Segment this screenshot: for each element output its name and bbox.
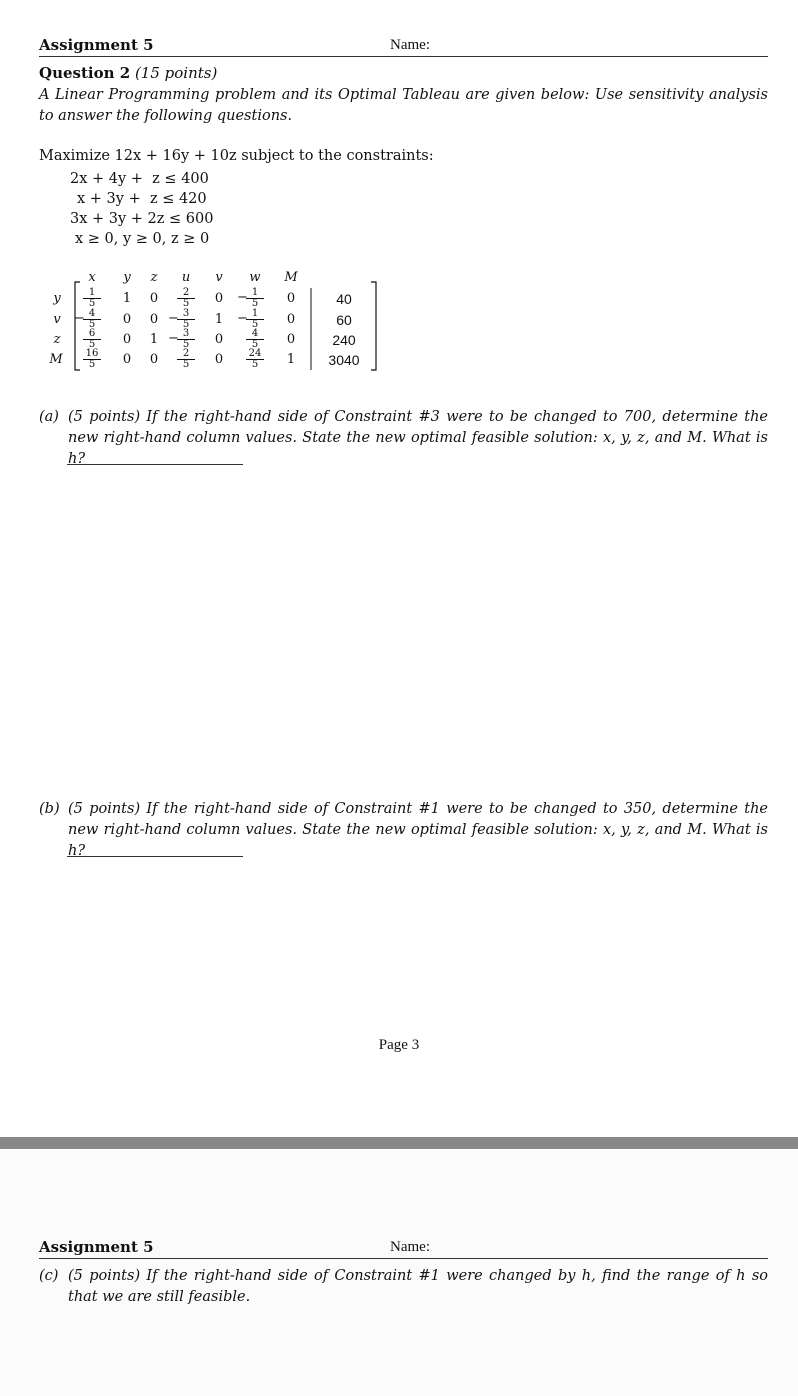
tableau-cell-r1-x: $\frac{1}{5}$: [83, 288, 101, 309]
page-4: [0, 1150, 798, 1396]
assignment-title-2: Assignment 5: [39, 1238, 154, 1256]
page-separator: [0, 1137, 798, 1149]
question-intro: A Linear Programming problem and its Optimal Tableau are given below: Use sensitivity analysis to answer the following questions.: [39, 87, 768, 124]
part-a-answer-line[interactable]: [67, 464, 243, 465]
tableau-cell-r3-M: 0: [286, 332, 296, 347]
tableau-col-header-w: w: [249, 270, 261, 285]
tableau-cell-r4-u: $\frac{2}{5}$: [177, 349, 195, 370]
tableau-row-label-z: z: [53, 332, 61, 347]
tableau-cell-r2-x: − 4 5: [83, 309, 101, 330]
tableau-cell-r2-M: 0: [286, 312, 296, 327]
nonnegativity-constraint: x ≥ 0, y ≥ 0, z ≥ 0: [75, 231, 210, 247]
tableau-rhs-r4: 3040: [328, 352, 360, 368]
tableau-col-header-z: z: [150, 270, 158, 285]
tableau-cell-r4-y: 0: [122, 352, 132, 367]
part-c-text: (5 points) If the right-hand side of Constraint #1 were changed by h, find the range of h so that we are still feasible.: [68, 1268, 768, 1305]
part-b-label: (b): [39, 801, 60, 817]
tableau-cell-r2-u: − 3 5: [177, 309, 195, 330]
part-a: [39, 407, 768, 470]
tableau-cell-r2-w: − 1 5: [246, 309, 264, 330]
tableau-row-label-y: y: [53, 291, 61, 306]
objective-function: Maximize 12x + 16y + 10z subject to the constraints:: [39, 148, 434, 164]
assignment-title: Assignment 5: [39, 36, 154, 54]
tableau-col-header-M: M: [284, 270, 298, 285]
tableau-row-label-M: M: [49, 352, 63, 367]
constraint-1: 2x + 4y + z ≤ 400: [70, 171, 209, 187]
tableau-cell-r1-z: 0: [149, 291, 159, 306]
tableau-cell-r4-w: $\frac{24}{5}$: [246, 349, 264, 370]
tableau-cell-r3-z: 1: [149, 332, 159, 347]
tableau-cell-r3-w: $\frac{4}{5}$: [246, 329, 264, 350]
part-b-answer-line[interactable]: [67, 856, 243, 857]
tableau-cell-r1-M: 0: [286, 291, 296, 306]
part-a-label: (a): [39, 409, 59, 425]
page-number: Page 3: [378, 1037, 420, 1053]
tableau-cell-r4-v: 0: [214, 352, 224, 367]
part-c-label: (c): [39, 1268, 59, 1284]
tableau-cell-r1-v: 0: [214, 291, 224, 306]
part-b: [39, 799, 768, 862]
tableau-rhs-r3: 240: [332, 332, 356, 348]
tableau-col-header-x: x: [88, 270, 96, 285]
part-a-text: (5 points) If the right-hand side of Constraint #3 were to be changed to 700, determine the new right-hand column values. State the new optimal feasible solution: x, y, z, and M. What is h?: [68, 409, 768, 467]
tableau-cell-r4-z: 0: [149, 352, 159, 367]
part-b-text: (5 points) If the right-hand side of Constraint #1 were to be changed to 350, determine the new right-hand column values. State the new optimal feasible solution: x, y, z, and M. What is h?: [68, 801, 768, 859]
tableau-cell-r3-x: $\frac{6}{5}$: [83, 329, 101, 350]
question-points: (15 points): [134, 64, 218, 82]
tableau-cell-r1-u: $\frac{2}{5}$: [177, 288, 195, 309]
part-c: [39, 1266, 768, 1308]
constraint-2: x + 3y + z ≤ 420: [77, 191, 207, 207]
tableau-rhs-r2: 60: [336, 312, 352, 328]
name-label-2: Name:: [390, 1239, 430, 1255]
constraint-3: 3x + 3y + 2z ≤ 600: [70, 211, 214, 227]
tableau-cell-r1-w: − 1 5: [246, 288, 264, 309]
question-number: Question 2: [39, 64, 131, 82]
name-label: Name:: [390, 37, 430, 53]
tableau-col-header-u: u: [181, 270, 191, 285]
tableau-cell-r2-z: 0: [149, 312, 159, 327]
tableau-col-header-y: y: [123, 270, 131, 285]
tableau-cell-r4-M: 1: [286, 352, 296, 367]
tableau-cell-r3-u: − 3 5: [177, 329, 195, 350]
tableau-col-header-v: v: [215, 270, 223, 285]
tableau-cell-r3-y: 0: [122, 332, 132, 347]
page-header-2: [39, 1238, 768, 1259]
tableau-cell-r1-y: 1: [122, 291, 132, 306]
tableau-row-label-v: v: [53, 312, 61, 327]
tableau-cell-r4-x: $\frac{16}{5}$: [83, 349, 101, 370]
tableau-cell-r2-y: 0: [122, 312, 132, 327]
tableau-cell-r2-v: 1: [214, 312, 224, 327]
tableau-cell-r3-v: 0: [214, 332, 224, 347]
tableau-rhs-r1: 40: [336, 291, 352, 307]
